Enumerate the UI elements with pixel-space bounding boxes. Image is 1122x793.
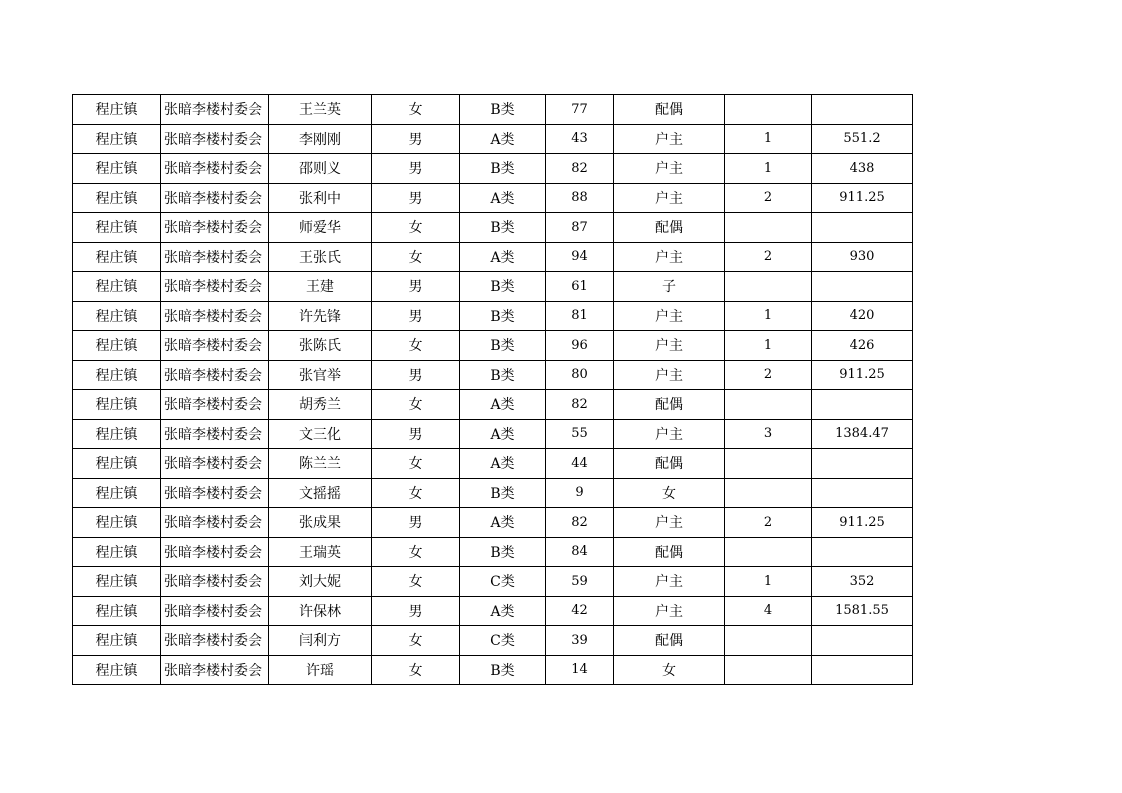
category-cell: A类	[460, 419, 546, 449]
age-cell: 81	[546, 301, 614, 331]
amount-cell	[812, 478, 913, 508]
village-cell: 张暗李楼村委会	[161, 655, 269, 685]
town-cell: 程庄镇	[73, 124, 161, 154]
village-cell: 张暗李楼村委会	[161, 272, 269, 302]
household-count-cell: 4	[725, 596, 812, 626]
amount-cell: 420	[812, 301, 913, 331]
amount-cell: 930	[812, 242, 913, 272]
gender-cell: 女	[372, 242, 460, 272]
name-cell: 张陈氏	[269, 331, 372, 361]
town-cell: 程庄镇	[73, 655, 161, 685]
village-cell: 张暗李楼村委会	[161, 596, 269, 626]
age-cell: 55	[546, 419, 614, 449]
amount-cell: 1384.47	[812, 419, 913, 449]
village-cell: 张暗李楼村委会	[161, 95, 269, 125]
name-cell: 许保林	[269, 596, 372, 626]
gender-cell: 男	[372, 272, 460, 302]
table-row	[73, 655, 913, 685]
town-cell: 程庄镇	[73, 478, 161, 508]
amount-cell	[812, 390, 913, 420]
gender-cell: 女	[372, 626, 460, 656]
table-row	[73, 478, 913, 508]
gender-cell: 男	[372, 419, 460, 449]
household-count-cell: 1	[725, 301, 812, 331]
relation-cell: 户主	[614, 183, 725, 213]
gender-cell: 女	[372, 213, 460, 243]
table-row	[73, 213, 913, 243]
category-cell: A类	[460, 508, 546, 538]
name-cell: 师爱华	[269, 213, 372, 243]
name-cell: 王瑞英	[269, 537, 372, 567]
category-cell: B类	[460, 478, 546, 508]
town-cell: 程庄镇	[73, 301, 161, 331]
amount-cell	[812, 655, 913, 685]
gender-cell: 女	[372, 478, 460, 508]
relation-cell: 子	[614, 272, 725, 302]
amount-cell: 911.25	[812, 508, 913, 538]
gender-cell: 男	[372, 154, 460, 184]
village-cell: 张暗李楼村委会	[161, 537, 269, 567]
amount-cell: 1581.55	[812, 596, 913, 626]
name-cell: 李刚刚	[269, 124, 372, 154]
relation-cell: 户主	[614, 242, 725, 272]
amount-cell	[812, 537, 913, 567]
relation-cell: 户主	[614, 596, 725, 626]
village-cell: 张暗李楼村委会	[161, 360, 269, 390]
town-cell: 程庄镇	[73, 419, 161, 449]
town-cell: 程庄镇	[73, 567, 161, 597]
name-cell: 王张氏	[269, 242, 372, 272]
amount-cell	[812, 95, 913, 125]
amount-cell: 911.25	[812, 360, 913, 390]
relation-cell: 户主	[614, 508, 725, 538]
gender-cell: 男	[372, 596, 460, 626]
relation-cell: 户主	[614, 154, 725, 184]
age-cell: 80	[546, 360, 614, 390]
table-row	[73, 508, 913, 538]
town-cell: 程庄镇	[73, 537, 161, 567]
relation-cell: 女	[614, 478, 725, 508]
category-cell: A类	[460, 242, 546, 272]
table-row	[73, 360, 913, 390]
household-count-cell: 1	[725, 331, 812, 361]
household-count-cell: 2	[725, 508, 812, 538]
age-cell: 9	[546, 478, 614, 508]
category-cell: B类	[460, 655, 546, 685]
village-cell: 张暗李楼村委会	[161, 508, 269, 538]
household-count-cell	[725, 626, 812, 656]
relation-cell: 户主	[614, 124, 725, 154]
category-cell: C类	[460, 626, 546, 656]
name-cell: 许瑶	[269, 655, 372, 685]
age-cell: 82	[546, 154, 614, 184]
name-cell: 张成果	[269, 508, 372, 538]
table-row	[73, 596, 913, 626]
gender-cell: 男	[372, 301, 460, 331]
gender-cell: 女	[372, 449, 460, 479]
table-row	[73, 567, 913, 597]
household-count-cell: 1	[725, 154, 812, 184]
age-cell: 88	[546, 183, 614, 213]
household-count-cell: 1	[725, 124, 812, 154]
town-cell: 程庄镇	[73, 360, 161, 390]
gender-cell: 女	[372, 331, 460, 361]
gender-cell: 女	[372, 390, 460, 420]
table-row	[73, 331, 913, 361]
village-cell: 张暗李楼村委会	[161, 301, 269, 331]
category-cell: C类	[460, 567, 546, 597]
name-cell: 王建	[269, 272, 372, 302]
village-cell: 张暗李楼村委会	[161, 449, 269, 479]
age-cell: 14	[546, 655, 614, 685]
household-count-cell	[725, 272, 812, 302]
age-cell: 39	[546, 626, 614, 656]
household-count-cell	[725, 95, 812, 125]
gender-cell: 男	[372, 360, 460, 390]
gender-cell: 女	[372, 655, 460, 685]
table-row	[73, 390, 913, 420]
amount-cell: 551.2	[812, 124, 913, 154]
town-cell: 程庄镇	[73, 242, 161, 272]
category-cell: B类	[460, 154, 546, 184]
amount-cell: 352	[812, 567, 913, 597]
category-cell: B类	[460, 537, 546, 567]
category-cell: A类	[460, 390, 546, 420]
amount-cell	[812, 272, 913, 302]
town-cell: 程庄镇	[73, 272, 161, 302]
relation-cell: 户主	[614, 419, 725, 449]
relation-cell: 配偶	[614, 95, 725, 125]
name-cell: 文摇摇	[269, 478, 372, 508]
relation-cell: 配偶	[614, 537, 725, 567]
village-cell: 张暗李楼村委会	[161, 567, 269, 597]
age-cell: 61	[546, 272, 614, 302]
name-cell: 张利中	[269, 183, 372, 213]
table-row	[73, 183, 913, 213]
village-cell: 张暗李楼村委会	[161, 242, 269, 272]
town-cell: 程庄镇	[73, 449, 161, 479]
name-cell: 闫利方	[269, 626, 372, 656]
village-cell: 张暗李楼村委会	[161, 124, 269, 154]
table-row	[73, 95, 913, 125]
household-count-cell	[725, 390, 812, 420]
age-cell: 87	[546, 213, 614, 243]
town-cell: 程庄镇	[73, 596, 161, 626]
table-row	[73, 626, 913, 656]
table-row	[73, 301, 913, 331]
amount-cell: 911.25	[812, 183, 913, 213]
category-cell: B类	[460, 95, 546, 125]
category-cell: B类	[460, 301, 546, 331]
town-cell: 程庄镇	[73, 154, 161, 184]
name-cell: 文三化	[269, 419, 372, 449]
amount-cell: 438	[812, 154, 913, 184]
category-cell: B类	[460, 331, 546, 361]
amount-cell: 426	[812, 331, 913, 361]
age-cell: 82	[546, 508, 614, 538]
category-cell: A类	[460, 124, 546, 154]
age-cell: 43	[546, 124, 614, 154]
category-cell: B类	[460, 360, 546, 390]
village-cell: 张暗李楼村委会	[161, 419, 269, 449]
gender-cell: 男	[372, 124, 460, 154]
gender-cell: 女	[372, 537, 460, 567]
town-cell: 程庄镇	[73, 626, 161, 656]
gender-cell: 男	[372, 508, 460, 538]
relation-cell: 配偶	[614, 626, 725, 656]
village-cell: 张暗李楼村委会	[161, 154, 269, 184]
table-body	[73, 95, 913, 685]
category-cell: A类	[460, 449, 546, 479]
name-cell: 胡秀兰	[269, 390, 372, 420]
name-cell: 陈兰兰	[269, 449, 372, 479]
relation-cell: 女	[614, 655, 725, 685]
name-cell: 张官举	[269, 360, 372, 390]
village-cell: 张暗李楼村委会	[161, 331, 269, 361]
name-cell: 许先锋	[269, 301, 372, 331]
age-cell: 94	[546, 242, 614, 272]
relation-cell: 户主	[614, 360, 725, 390]
relation-cell: 配偶	[614, 213, 725, 243]
household-count-cell: 2	[725, 183, 812, 213]
household-count-cell	[725, 655, 812, 685]
village-cell: 张暗李楼村委会	[161, 390, 269, 420]
village-cell: 张暗李楼村委会	[161, 626, 269, 656]
table-row	[73, 124, 913, 154]
town-cell: 程庄镇	[73, 213, 161, 243]
household-count-cell	[725, 449, 812, 479]
name-cell: 刘大妮	[269, 567, 372, 597]
household-count-cell: 3	[725, 419, 812, 449]
amount-cell	[812, 213, 913, 243]
household-count-cell: 2	[725, 360, 812, 390]
name-cell: 邵则义	[269, 154, 372, 184]
age-cell: 82	[546, 390, 614, 420]
relation-cell: 配偶	[614, 449, 725, 479]
name-cell: 王兰英	[269, 95, 372, 125]
gender-cell: 女	[372, 567, 460, 597]
age-cell: 44	[546, 449, 614, 479]
town-cell: 程庄镇	[73, 331, 161, 361]
table-row	[73, 154, 913, 184]
table-row	[73, 449, 913, 479]
age-cell: 96	[546, 331, 614, 361]
town-cell: 程庄镇	[73, 508, 161, 538]
relation-cell: 户主	[614, 331, 725, 361]
age-cell: 77	[546, 95, 614, 125]
gender-cell: 女	[372, 95, 460, 125]
town-cell: 程庄镇	[73, 183, 161, 213]
table-row	[73, 419, 913, 449]
town-cell: 程庄镇	[73, 390, 161, 420]
household-count-cell	[725, 213, 812, 243]
table-row	[73, 272, 913, 302]
household-count-cell: 2	[725, 242, 812, 272]
relation-cell: 户主	[614, 567, 725, 597]
household-count-cell	[725, 537, 812, 567]
amount-cell	[812, 449, 913, 479]
household-count-cell	[725, 478, 812, 508]
category-cell: B类	[460, 272, 546, 302]
category-cell: B类	[460, 213, 546, 243]
category-cell: A类	[460, 596, 546, 626]
amount-cell	[812, 626, 913, 656]
table-row	[73, 537, 913, 567]
age-cell: 84	[546, 537, 614, 567]
category-cell: A类	[460, 183, 546, 213]
table-row	[73, 242, 913, 272]
relation-cell: 户主	[614, 301, 725, 331]
relation-cell: 配偶	[614, 390, 725, 420]
village-cell: 张暗李楼村委会	[161, 183, 269, 213]
age-cell: 42	[546, 596, 614, 626]
village-cell: 张暗李楼村委会	[161, 478, 269, 508]
household-count-cell: 1	[725, 567, 812, 597]
age-cell: 59	[546, 567, 614, 597]
town-cell: 程庄镇	[73, 95, 161, 125]
village-cell: 张暗李楼村委会	[161, 213, 269, 243]
gender-cell: 男	[372, 183, 460, 213]
data-table	[72, 94, 913, 685]
